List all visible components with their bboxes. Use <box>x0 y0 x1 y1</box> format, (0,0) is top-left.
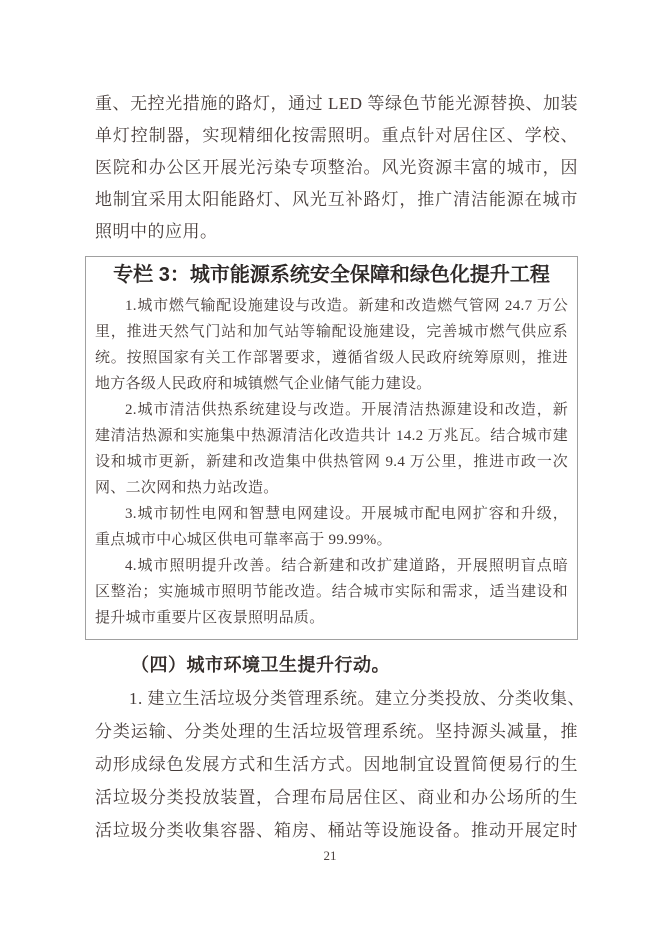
callout-box-title: 专栏 3：城市能源系统安全保障和绿色化提升工程 <box>113 264 550 286</box>
box-paragraph-gas <box>95 293 568 397</box>
text-line: 里，推进天然气门站和加气站等输配设施建设，完善城市燃气供应系 <box>95 324 568 340</box>
text-line: 重点城市中心城区供电可靠率高于 99.99%。 <box>95 532 392 548</box>
text-line: 4.城市照明提升改善。结合新建和改扩建道路，开展照明盲点暗 <box>125 558 568 574</box>
text-line: 医院和办公区开展光污染专项整治。风光资源丰富的城市，因 <box>95 158 578 177</box>
section-heading-environment: （四）城市环境卫生提升行动。 <box>131 655 390 675</box>
text-line: 动形成绿色发展方式和生活方式。因地制宜设置简便易行的生 <box>95 755 578 774</box>
text-line: 1. 建立生活垃圾分类管理系统。建立分类投放、分类收集、 <box>129 689 585 708</box>
box-paragraph-heating <box>95 397 568 501</box>
text-line: 单灯控制器，实现精细化按需照明。重点针对居住区、学校、 <box>95 126 578 145</box>
top-paragraph <box>95 88 578 248</box>
text-line: 活垃圾分类投放装置，合理布局居住区、商业和办公场所的生 <box>95 788 578 807</box>
page-number: 21 <box>323 848 337 863</box>
bottom-paragraph <box>95 682 585 847</box>
text-line: 建清洁热源和实施集中热源清洁化改造共计 14.2 万兆瓦。结合城市建 <box>95 428 568 444</box>
box-paragraph-lighting <box>95 553 568 631</box>
box-paragraph-grid <box>95 501 568 553</box>
text-line: 分类运输、分类处理的生活垃圾管理系统。坚持源头减量，推 <box>95 722 578 741</box>
document-content <box>95 88 585 847</box>
text-line: 地制宜采用太阳能路灯、风光互补路灯，推广清洁能源在城市 <box>95 190 578 209</box>
text-line: 设和城市更新，新建和改造集中供热管网 9.4 万公里，推进市政一次 <box>95 454 568 470</box>
text-line: 地方各级人民政府和城镇燃气企业储气能力建设。 <box>95 376 432 392</box>
text-line: 2.城市清洁供热系统建设与改造。开展清洁热源建设和改造，新 <box>125 402 568 418</box>
text-line: 网、二次网和热力站改造。 <box>95 480 279 496</box>
text-line: 区整治；实施城市照明节能改造。结合城市实际和需求，适当建设和 <box>95 584 568 600</box>
text-line: 统。按照国家有关工作部署要求，遵循省级人民政府统筹原则，推进 <box>95 350 568 366</box>
text-line: 重、无控光措施的路灯，通过 LED 等绿色节能光源替换、加装 <box>95 94 578 113</box>
text-line: 照明中的应用。 <box>95 222 218 241</box>
text-line: 提升城市重要片区夜景照明品质。 <box>95 610 325 626</box>
callout-box-energy-project <box>85 256 578 640</box>
text-line: 活垃圾分类收集容器、箱房、桶站等设施设备。推动开展定时 <box>95 821 578 840</box>
text-line: 3.城市韧性电网和智慧电网建设。开展城市配电网扩容和升级， <box>125 506 568 522</box>
text-line: 1.城市燃气输配设施建设与改造。新建和改造燃气管网 24.7 万公 <box>125 298 568 314</box>
